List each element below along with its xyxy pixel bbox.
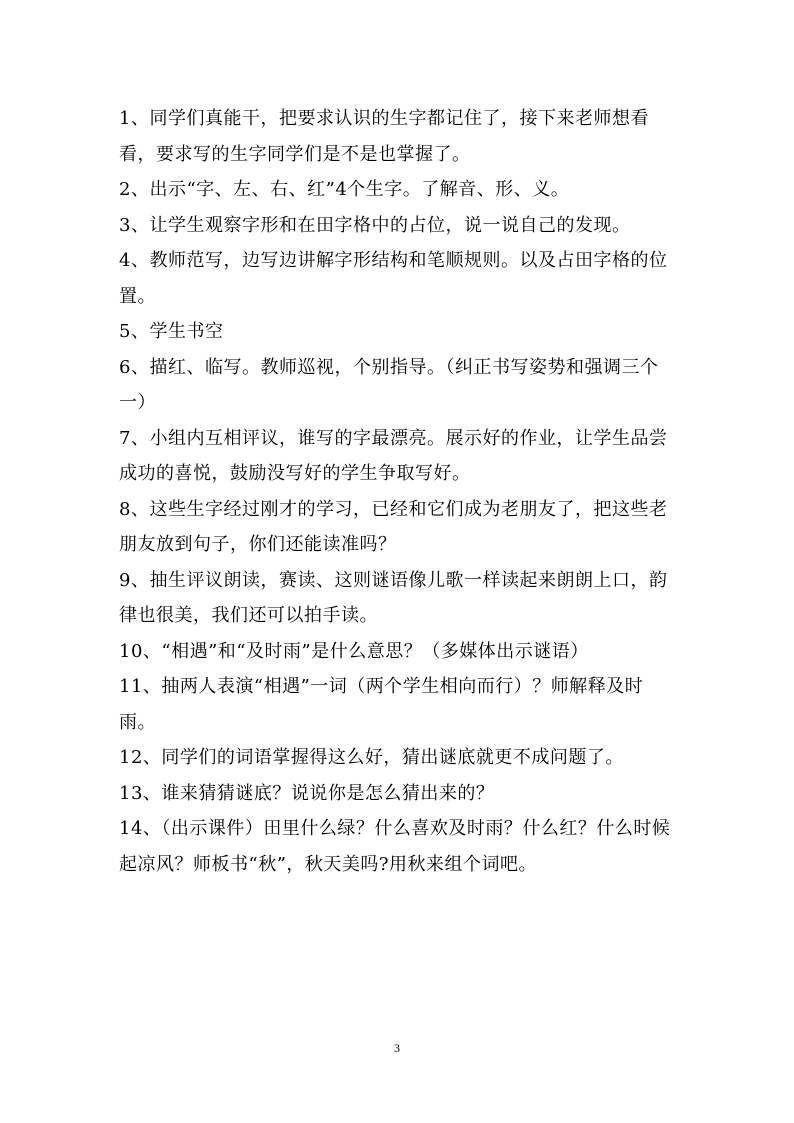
paragraph-12: 12、同学们的词语掌握得这么好，猜出谜底就更不成问题了。 bbox=[119, 747, 624, 768]
paragraph-2: 2、出示“字、左、右、红”4个生字。了解音、形、义。 bbox=[119, 179, 570, 200]
paragraph-13: 13、谁来猜猜谜底？说说你是怎么猜出来的？ bbox=[119, 782, 495, 804]
paragraph-8: 8、这些生字经过刚才的学习，已经和它们成为老朋友了，把这些老朋友放到句子，你们还能读准吗？ bbox=[119, 498, 668, 555]
paragraph-10: 10、“相遇”和“及时雨”是什么意思？（多媒体出示谜语） bbox=[119, 640, 589, 662]
paragraph-3: 3、让学生观察字形和在田字格中的占位，说一说自己的发现。 bbox=[119, 214, 631, 236]
paragraph-5: 5、学生书空 bbox=[119, 321, 224, 342]
paragraph-1: 1、同学们真能干，把要求认识的生字都记住了，接下来老师想看看，要求写的生字同学们是不是也掌握了。 bbox=[119, 108, 649, 165]
paragraph-4: 4、教师范写，边写边讲解字形结构和笔顺规则。以及占田字格的位置。 bbox=[119, 250, 668, 307]
document-body bbox=[119, 101, 679, 882]
paragraph-9: 9、抽生评议朗读，赛读、这则谜语像儿歌一样读起来朗朗上口，韵律也很美，我们还可以拍手读。 bbox=[119, 569, 668, 626]
paragraph-7: 7、小组内互相评议，谁写的字最漂亮。展示好的作业，让学生品尝成功的喜悦，鼓励没写好的学生争取写好。 bbox=[119, 427, 668, 484]
paragraph-11: 11、抽两人表演“相遇”一词（两个学生相向而行）？师解释及时雨。 bbox=[119, 676, 644, 733]
page-number: 3 bbox=[394, 1041, 400, 1055]
paragraph-6: 6、描红、临写。教师巡视，个别指导。（纠正书写姿势和强调三个一） bbox=[119, 356, 659, 413]
paragraph-14: 14、（出示课件）田里什么绿？什么喜欢及时雨？什么红？什么时候起凉风？师板书“秋”，秋天美吗?用秋来组个词吧。 bbox=[119, 818, 671, 875]
